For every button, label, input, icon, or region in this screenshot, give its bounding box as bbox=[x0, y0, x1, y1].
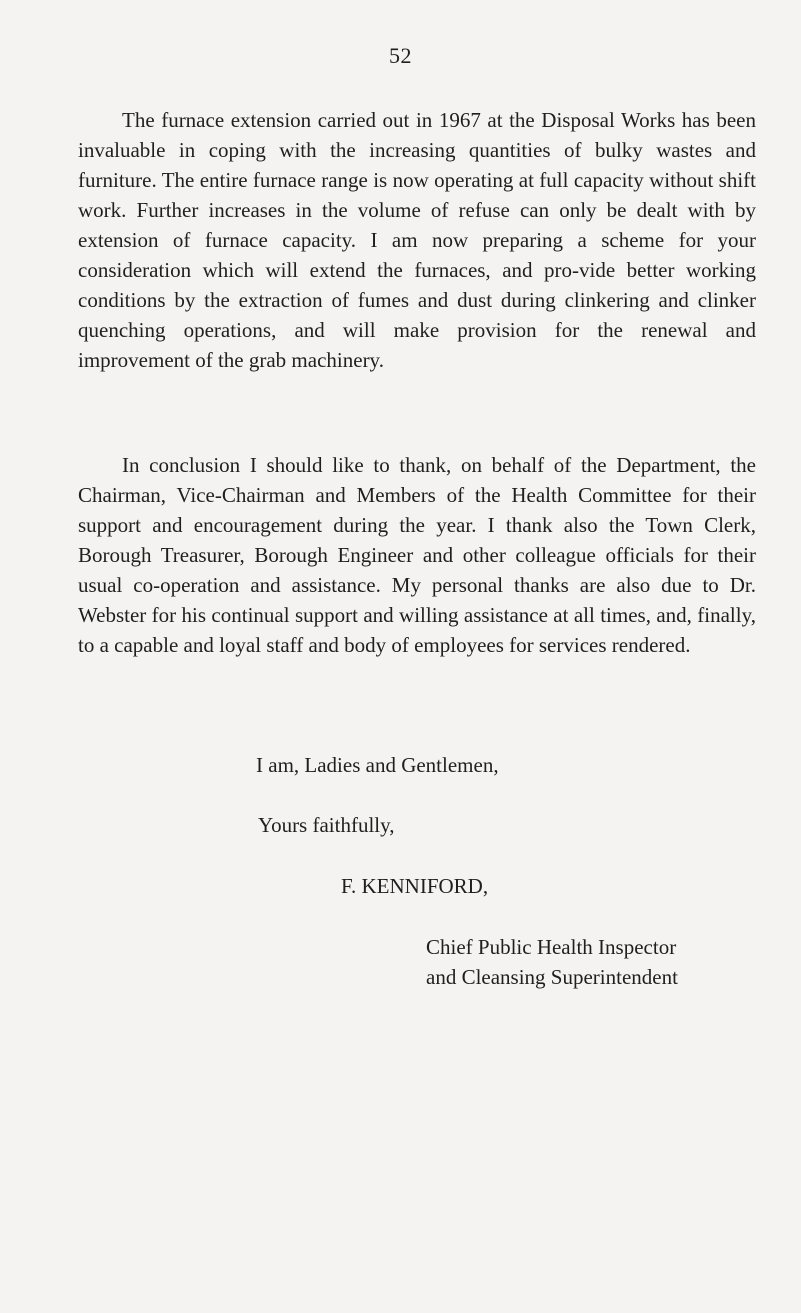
signatory-title: and Cleansing Superintendent bbox=[426, 965, 678, 989]
signature-name: F. KENNIFORD, bbox=[341, 874, 489, 898]
body-paragraph: The furnace extension carried out in 1967 at the Disposal Works has been invaluable in coping with the increasing quantities of bulky wastes and furniture. The entire furnace range is now operating at full capacity without shift work. Further increases in the volume of refuse can only be dealt with by extension of furnace capacity. I am now preparing a scheme for your consideration which will extend the furnaces, and pro-vide better working conditions by the extraction of fumes and dust during clinkering and clinker quenching operations, and will make provision for the renewal and improvement of the grab machinery. bbox=[78, 108, 756, 372]
letter-salutation: I am, Ladies and Gentlemen, bbox=[256, 753, 499, 777]
body-paragraph: In conclusion I should like to thank, on behalf of the Department, the Chairman, Vice-Chairman and Members of the Health Committee for their support and encouragement during the year. I thank also the Town Clerk, Borough Treasurer, Borough Engineer and other colleague officials for their usual co-operation and assistance. My personal thanks are also due to Dr. Webster for his continual support and willing assistance at all times, and, finally, to a capable and loyal staff and body of employees for services rendered. bbox=[78, 453, 756, 657]
letter-signoff: Yours faithfully, bbox=[258, 813, 395, 837]
signatory-title: Chief Public Health Inspector bbox=[426, 935, 677, 959]
page-number: 52 bbox=[389, 43, 412, 68]
